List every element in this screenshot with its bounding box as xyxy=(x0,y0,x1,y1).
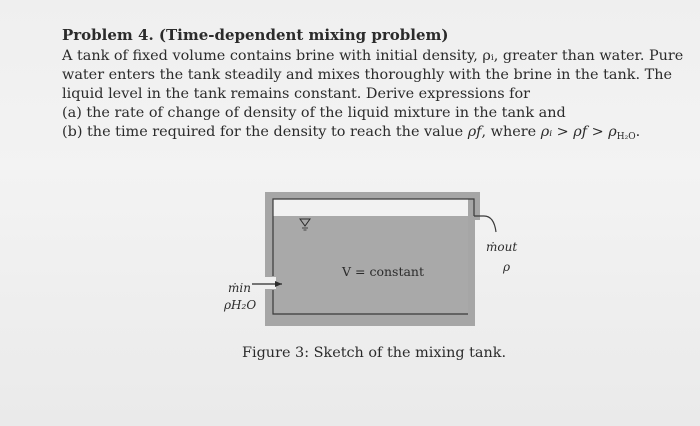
tank-inner-cavity xyxy=(273,199,468,216)
part-b-relation: ρᵢ > ρf > ρ xyxy=(540,124,617,140)
problem-title: Problem 4. (Time-dependent mixing problem) xyxy=(62,26,449,44)
part-b-sub: H₂O xyxy=(616,132,636,142)
inlet-gap xyxy=(262,277,276,289)
part-b-where: , where xyxy=(481,124,537,140)
m-in-label: ṁin xyxy=(228,281,251,295)
rho-out-label: ρ xyxy=(503,260,511,274)
problem-line-1: A tank of fixed volume contains brine with initial density, ρᵢ, greater than water. Pure xyxy=(62,48,684,64)
part-b-end: . xyxy=(635,124,641,140)
part-a: (a) the rate of change of density of the liquid mixture in the tank and xyxy=(62,105,566,121)
volume-constant-label: V = constant xyxy=(342,264,424,279)
part-b-prefix: (b) the time required for the density to reach the value xyxy=(62,124,464,140)
problem-line-2: water enters the tank steadily and mixes thoroughly with the brine in the tank. The xyxy=(62,67,673,83)
part-b-rho-f: ρf xyxy=(467,124,482,140)
problem-line-3: liquid level in the tank remains constant. Derive expressions for xyxy=(62,86,531,102)
figure-caption: Figure 3: Sketch of the mixing tank. xyxy=(242,345,507,361)
rho-in-label: ρH₂O xyxy=(224,298,257,312)
m-out-label: ṁout xyxy=(486,240,518,254)
